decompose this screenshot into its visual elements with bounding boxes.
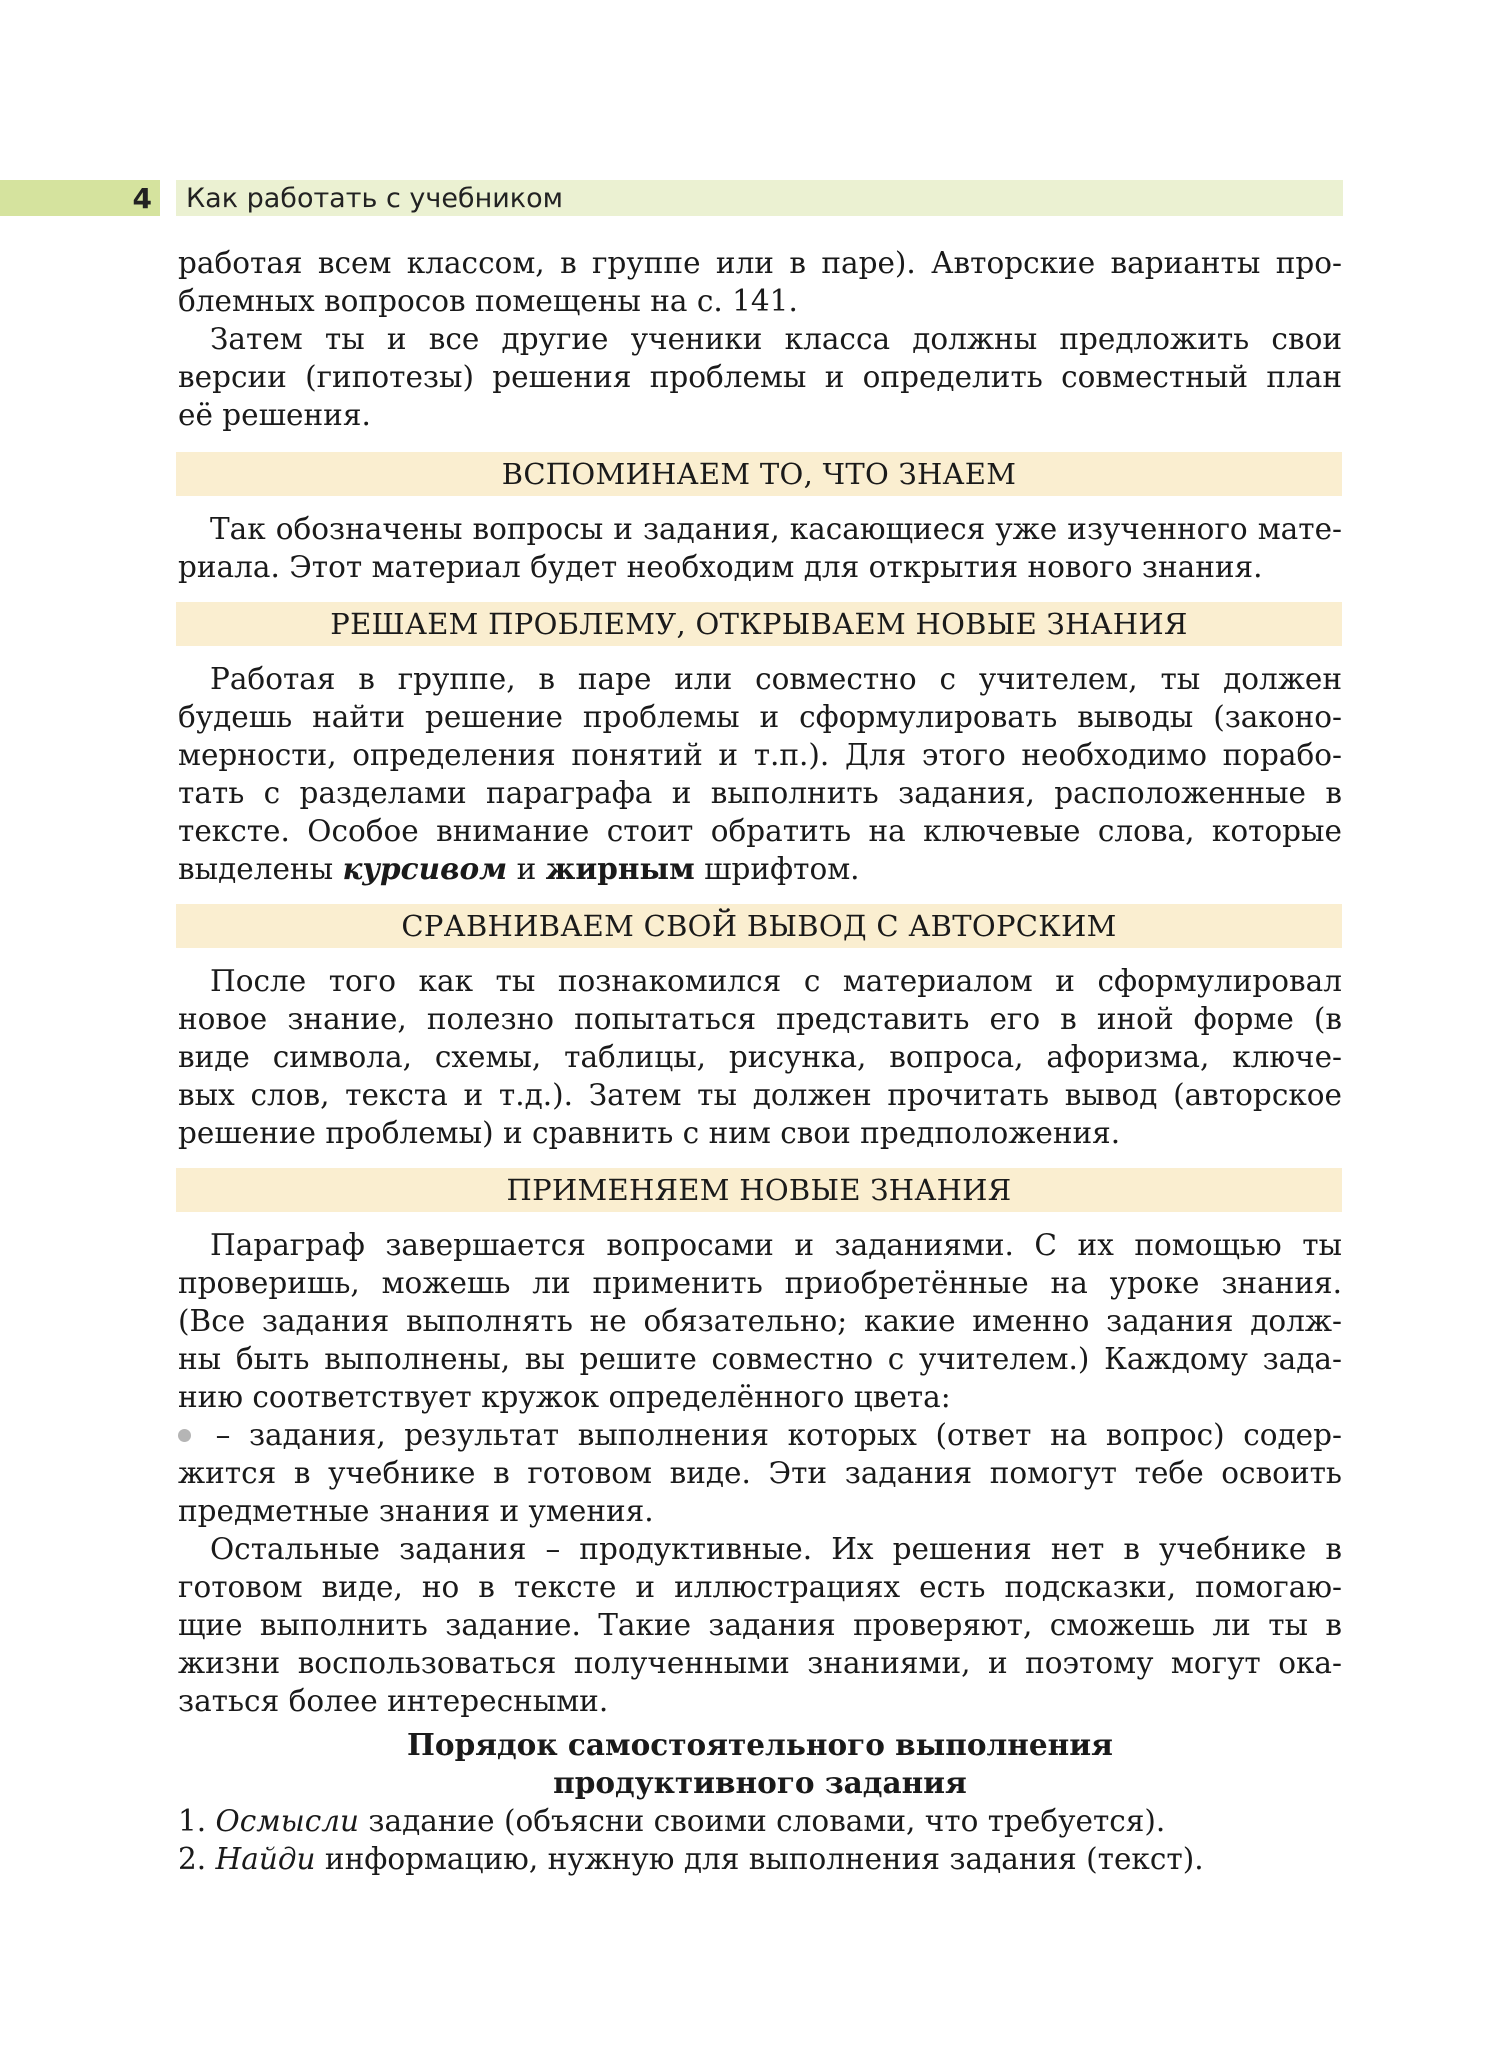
text-line: будешь найти решение проблемы и сформулировать выводы (законо- xyxy=(178,700,1342,734)
text-line: Затем ты и все другие ученики класса должны предложить свои xyxy=(210,322,1342,356)
procedure-step xyxy=(178,1802,1342,1840)
section-heading-recall: ВСПОМИНАЕМ ТО, ЧТО ЗНАЕМ xyxy=(176,452,1342,496)
bold-keyword: жирным xyxy=(545,851,695,886)
text-line: предметные знания и умения. xyxy=(178,1494,654,1528)
page-number: 4 xyxy=(132,182,152,215)
section-heading-compare: СРАВНИВАЕМ СВОЙ ВЫВОД С АВТОРСКИМ xyxy=(176,904,1342,948)
text-line: мерности, определения понятий и т.п.). Для этого необходимо порабо- xyxy=(178,738,1342,772)
procedure-step xyxy=(178,1840,1342,1878)
text-line: версии (гипотезы) решения проблемы и определить совместный план xyxy=(178,360,1342,394)
step-text: задание (объясни своими словами, что требуется). xyxy=(359,1804,1166,1838)
text-line: работая всем классом, в группе или в паре). Авторские варианты про- xyxy=(178,246,1342,280)
gray-circle-icon xyxy=(178,1429,191,1442)
running-title: Как работать с учебником xyxy=(186,183,563,214)
procedure-heading: Порядок самостоятельного выполнения xyxy=(407,1727,1113,1762)
page-header xyxy=(0,180,1343,216)
page-number-box xyxy=(0,180,160,216)
text-line: заться более интересными. xyxy=(178,1684,609,1718)
italic-keyword: курсивом xyxy=(342,851,508,886)
text-line: жится в учебнике в готовом виде. Эти задания помогут тебе освоить xyxy=(178,1456,1342,1490)
procedure-heading: продуктивного задания xyxy=(553,1765,967,1800)
text-line: новое знание, полезно попытаться представить его в иной форме (в xyxy=(178,1002,1342,1036)
text-line: Параграф завершается вопросами и заданиями. С их помощью ты xyxy=(210,1228,1342,1262)
text-line: Работая в группе, в паре или совместно с учителем, ты должен xyxy=(210,662,1342,696)
text-fragment: и xyxy=(507,852,546,886)
step-verb: Найди xyxy=(215,1842,316,1876)
step-text: информацию, нужную для выполнения задания (текст). xyxy=(315,1842,1204,1876)
section-body-compare xyxy=(178,962,1342,1152)
text-line: Остальные задания – продуктивные. Их решения нет в учебнике в xyxy=(210,1532,1342,1566)
text-line: жизни воспользоваться полученными знаниями, и поэтому могут ока- xyxy=(178,1646,1342,1680)
text-fragment: шрифтом. xyxy=(694,852,860,886)
procedure-block xyxy=(178,1726,1342,1878)
text-line: тексте. Особое внимание стоит обратить на ключевые слова, которые xyxy=(178,814,1342,848)
step-verb: Осмысли xyxy=(215,1804,360,1838)
section-body-solve-problem xyxy=(178,660,1342,888)
text-line: вых слов, текста и т.д.). Затем ты должен прочитать вывод (авторское xyxy=(178,1078,1342,1112)
section-heading-solve-problem: РЕШАЕМ ПРОБЛЕМУ, ОТКРЫВАЕМ НОВЫЕ ЗНАНИЯ xyxy=(176,602,1342,646)
text-line: риала. Этот материал будет необходим для открытия нового знания. xyxy=(178,550,1263,584)
text-line: решение проблемы) и сравнить с ним свои предположения. xyxy=(178,1116,1121,1150)
text-line: щие выполнить задание. Такие задания проверяют, сможешь ли ты в xyxy=(178,1608,1342,1642)
text-line: Так обозначены вопросы и задания, касающиеся уже изученного мате- xyxy=(210,512,1342,546)
text-line xyxy=(178,850,1342,888)
intro-paragraph xyxy=(178,244,1342,434)
section-body-apply xyxy=(178,1226,1342,1720)
section-body-recall xyxy=(178,510,1342,586)
text-line: виде символа, схемы, таблицы, рисунка, вопроса, афоризма, ключе- xyxy=(178,1040,1342,1074)
text-line: нию соответствует кружок определённого цвета: xyxy=(178,1380,951,1414)
text-line: После того как ты познакомился с материалом и сформулировал xyxy=(210,964,1342,998)
running-title-box xyxy=(176,180,1343,216)
step-number: 1. xyxy=(178,1804,216,1838)
text-line: проверишь, можешь ли применить приобретённые на уроке знания. xyxy=(178,1266,1342,1300)
text-line: (Все задания выполнять не обязательно; какие именно задания долж- xyxy=(178,1304,1342,1338)
step-number: 2. xyxy=(178,1842,216,1876)
page-content xyxy=(178,244,1342,1878)
text-line: блемных вопросов помещены на с. 141. xyxy=(178,284,798,318)
text-line: готовом виде, но в тексте и иллюстрациях есть подсказки, помогаю- xyxy=(178,1570,1342,1604)
section-heading-apply: ПРИМЕНЯЕМ НОВЫЕ ЗНАНИЯ xyxy=(176,1168,1342,1212)
bullet-line xyxy=(178,1416,1342,1454)
text-line: ны быть выполнены, вы решите совместно с учителем.) Каждому зада- xyxy=(178,1342,1342,1376)
text-line: тать с разделами параграфа и выполнить задания, расположенные в xyxy=(178,776,1342,810)
text-fragment: выделены xyxy=(178,852,343,886)
text-line: её решения. xyxy=(178,398,371,432)
bullet-text: – задания, результат выполнения которых (ответ на вопрос) содер- xyxy=(197,1418,1342,1452)
